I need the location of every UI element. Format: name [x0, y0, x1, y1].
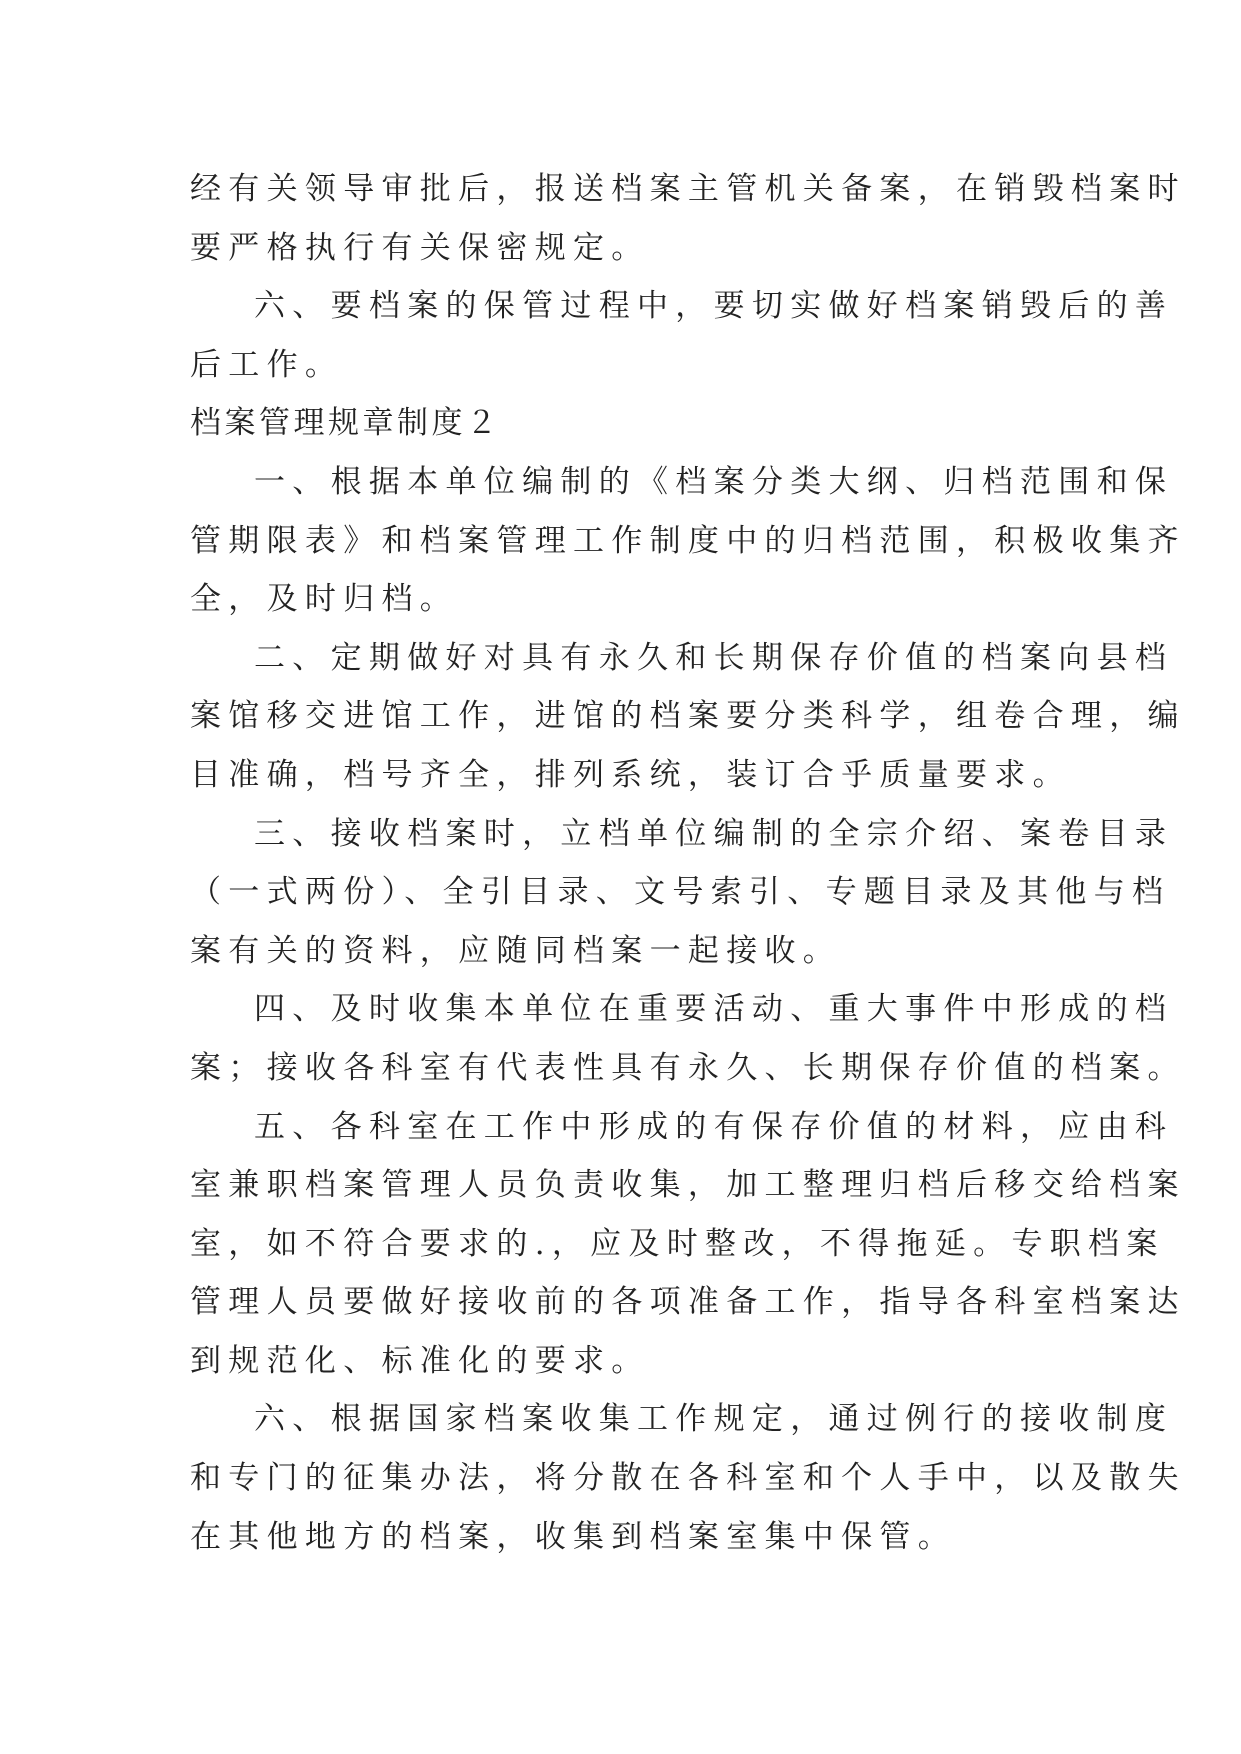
- text-line: 全，及时归档。: [190, 581, 459, 618]
- paragraph-start-line: 一、根据本单位编制的《档案分类大纲、归档范围和保: [254, 463, 1174, 500]
- text-line: 后工作。: [190, 346, 344, 383]
- paragraph-start-line: 六、要档案的保管过程中，要切实做好档案销毁后的善: [254, 288, 1174, 325]
- text-line: 室，如不符合要求的.，应及时整改，不得拖延。专职档案: [190, 1225, 1165, 1262]
- text-line: 案；接收各科室有代表性具有永久、长期保存价值的档案。: [190, 1049, 1186, 1086]
- text-line: 室兼职档案管理人员负责收集，加工整理归档后移交给档案: [190, 1167, 1186, 1204]
- text-line: 经有关领导审批后，报送档案主管机关备案，在销毁档案时: [190, 171, 1186, 207]
- paragraph-start-line: 四、及时收集本单位在重要活动、重大事件中形成的档: [254, 991, 1174, 1028]
- paragraph-start-line: 二、定期做好对具有永久和长期保存价值的档案向县档: [254, 639, 1174, 676]
- text-line: 到规范化、标准化的要求。: [190, 1342, 650, 1379]
- document-body: [190, 160, 1186, 1566]
- text-line: 案馆移交进馆工作，进馆的档案要分类科学，组卷合理，编: [190, 698, 1186, 735]
- paragraph-start-line: 六、根据国家档案收集工作规定，通过例行的接收制度: [254, 1401, 1174, 1438]
- text-line: 管期限表》和档案管理工作制度中的归档范围，积极收集齐: [190, 522, 1186, 559]
- text-line: 管理人员要做好接收前的各项准备工作，指导各科室档案达: [190, 1284, 1186, 1321]
- text-line: 在其他地方的档案，收集到档案室集中保管。: [190, 1518, 956, 1555]
- section-heading: 档案管理规章制度２: [190, 405, 501, 442]
- text-line: 案有关的资料，应随同档案一起接收。: [190, 932, 842, 969]
- paragraph-start-line: 五、各科室在工作中形成的有保存价值的材料，应由科: [254, 1108, 1174, 1145]
- text-line: 要严格执行有关保密规定。: [190, 229, 650, 266]
- text-line: 和专门的征集办法，将分散在各科室和个人手中，以及散失: [190, 1460, 1186, 1497]
- text-line: 目准确，档号齐全，排列系统，装订合乎质量要求。: [190, 756, 1071, 793]
- paragraph-start-line: 三、接收档案时，立档单位编制的全宗介绍、案卷目录: [254, 815, 1174, 852]
- text-line: （一式两份）、全引目录、文号索引、专题目录及其他与档: [190, 874, 1171, 911]
